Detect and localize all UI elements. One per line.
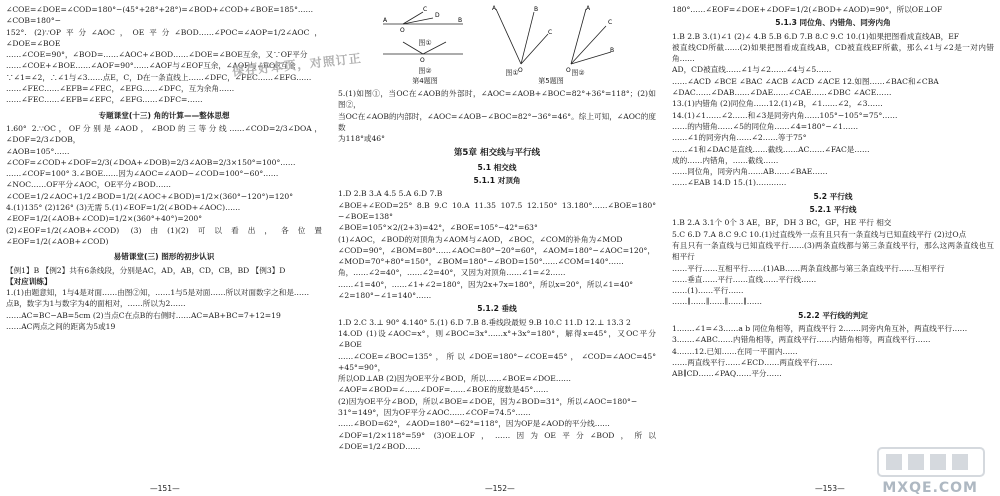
answer-line: ∠AOF=∠BOD=∠……∠DOF=……∠BOE的度数是45°…… — [338, 385, 549, 395]
svg-text:O: O — [518, 67, 523, 74]
answer-line: ……∥……∥……∥……∥…… — [672, 297, 762, 307]
text-line: ∵∠1=∠2，∴∠1与∠3……点E，C，D在一条直线上……∠DFC，∠FEC……∠EFG…… — [6, 72, 312, 82]
answer-line: ∠COD=90°，∠BOM=80°……∠AOC=80°−20°=60°，∠AOM=180°−∠AOC=120°， — [338, 245, 655, 255]
answer-line: 1.D 2.C 3.⊥ 90° 4.140° 5.(1) 6.D 7.B 8.垂线段最短 9.B 10.C 11.D 12.⊥ 13.3 2 — [338, 317, 631, 327]
svg-text:B: B — [458, 17, 463, 24]
answer-line: 31°=149°，因为OF平分∠AOC……∠COF=74.5°…… — [338, 408, 531, 418]
answer-line: ……∠COE=∠BOC=135°，所以∠DOE=180°−∠COE=45°，∠COD=∠AOC=45°+45°=90°， — [338, 351, 656, 372]
parallel-answers — [672, 217, 994, 307]
answer-line: ……∠EAB 14.D 15.(1)………… — [672, 178, 787, 188]
answer-line: ……垂直……平行……直线……平行线…… — [672, 274, 817, 284]
svg-text:O: O — [400, 27, 405, 34]
criteria-answers — [672, 323, 994, 379]
answer-line: 3.……∠ABC……内错角相等，两直线平行……内错角相等，两直线平行…… — [672, 335, 931, 345]
answer-line: ……同位角，同旁内角……AB……∠BAE…… — [672, 167, 828, 177]
answer-line: ……∠ACD ∠BCE ∠BAC ∠ACB ∠ACD ∠ACE 12.如图……∠BAC和∠CBA — [672, 76, 939, 86]
answer-line: ……∠1的同旁内角……∠2……等于75° — [672, 133, 807, 143]
figure-5-caption: 第5题图 — [538, 77, 564, 85]
answer-line: ……∠1和∠DAC是直线……截线……AC……∠FAC是…… — [672, 144, 870, 154]
figure-5-diagram-2 — [556, 4, 616, 74]
subsection-title-parallel: 5.2.1 平行线 — [809, 205, 857, 215]
svg-text:A: A — [383, 17, 388, 24]
answer-line: 14.OD (1)设∠AOC=x°，则∠BOC=3x°……x°+3x°=180°，解得x=45°，又OC平分∠BOE — [338, 328, 656, 350]
answer-line: ∠DAC……∠DAB……∠DAE……∠CAE……∠DBC ∠ACE…… — [672, 88, 892, 98]
answer-line: AD，CD被直线……∠1与∠2……∠4与∠5…… — [672, 65, 832, 75]
review-line: 【对应训练】 — [6, 276, 52, 286]
answer-line: ……∠1=40°，……∠1+∠2=180°，因为2x+7x=180°，所以x=20°，所以∠1=40° — [338, 279, 634, 289]
text-line: ……∠COE+∠BOE……∠AOF=90°……∠AOF与∠EOF互余，∠AOF与∠BOF互余 — [6, 61, 296, 71]
review-line: ……AC两点之间的距离为5或19 — [6, 322, 116, 332]
section2-answers — [338, 317, 656, 453]
angles-answers — [672, 31, 994, 189]
svg-text:B: B — [534, 6, 539, 13]
answer-line: ∠DOF=1/2×118°=59° (3)OE⊥OF，……因为OE平分∠BOD，所以∠DOE=1/2∠BOD…… — [338, 430, 656, 451]
answer-line: ……平行……互相平行……(1)AB……两条直线都与第三条直线平行……互相平行 — [672, 263, 945, 273]
review-line: ……AC=BC−AB=5cm (2)当点C在点B的右侧时……AC=AB+BC=7+12=19 — [6, 310, 281, 320]
svg-text:B: B — [610, 47, 615, 54]
answer-line: ∠2=180°−∠1=140°…… — [338, 291, 432, 301]
answer-line: 1.60° 2.∵OC，OF分别是∠AOD，∠BOD的三等分线……∠COD=2/3∠DOA，∠DOF=2/3∠DOB， — [6, 123, 322, 145]
answer-line: ∠COE=1/2∠AOC+1/2∠BOD=1/2(∠AOC+∠BOD)=1/2×(360°−120°)=120° — [6, 191, 294, 201]
figures-row — [338, 4, 656, 86]
topic-title: 专题课堂(十三) 角的计算——整体思想 — [98, 110, 230, 120]
question-5-answer — [338, 88, 656, 144]
text-line: ……∠COE=90°，∠BOD=……∠AOC+∠BOD……∠DOE=∠BOE互余，又∵OF平分 — [6, 50, 308, 60]
answer-line: 有且只有一条直线与已知直线平行……(3)两条直线都与第三条直线平行，那么这两条直线也互相平行 — [672, 240, 994, 262]
section-title-parallel: 5.2 平行线 — [813, 191, 853, 201]
subsection-title: 5.1.1 对顶角 — [473, 176, 521, 186]
review-line: 1.(1)由题意知，1与4是对面……由图②知，……1与5是对面……所以对面数字之和是…… — [6, 288, 310, 298]
text-line: ∠COE=∠DOE=∠COD=180°−(45°+28°+28°)=∠BOD+∠COD+∠BOE=185°……∠COB=180°− — [6, 5, 314, 26]
figure-4-sub2-label: 图② — [418, 67, 432, 75]
answer-line: ……的内错角……∠5的同位角……∠4=180°−∠1…… — [672, 121, 859, 131]
svg-text:A: A — [586, 5, 591, 12]
review-title: 易错课堂(三) 图形的初步认识 — [113, 252, 215, 262]
review-line: 点B，数字为1与数字为4的面相对，……所以为2…… — [6, 299, 186, 309]
subsection-title-criteria: 5.2.2 平行线的判定 — [798, 310, 868, 320]
svg-text:D: D — [435, 12, 440, 19]
answer-line: 4.……12.已知……在同一平面内…… — [672, 346, 798, 356]
subsection-title-angles: 5.1.3 同位角、内错角、同旁内角 — [775, 18, 891, 28]
column-left — [6, 4, 322, 480]
page-number-right: —153— — [815, 483, 845, 493]
column-middle — [338, 4, 656, 480]
answer-line: 4.(1)135° (2)126° (3)无需 5.(1)∠EOF=1/2(∠BOD+∠AOC)…… — [6, 203, 241, 213]
answer-line: ……∠COF=100° 3.∠BOE……因为∠AOC=∠AOD−∠COD=100°−60°…… — [6, 169, 279, 179]
subsection-answers — [338, 188, 656, 301]
answer-line: 1.……∠1=∠3……a b 同位角相等，两直线平行 2.……同旁内角互补，两直线平行…… — [672, 324, 968, 334]
text-line: 5.(1)如图①，当OC在∠AOB的外部时，∠AOC=∠AOB+∠BOC=82°+36°=118°；(2)如图②， — [338, 89, 656, 110]
page-number-left: —151— — [150, 483, 180, 493]
svg-text:C: C — [423, 6, 428, 13]
answer-line: 13.(1)内错角 (2)同位角……12.(1)∠B，∠1……∠2，∠3…… — [672, 99, 883, 109]
answer-line: 1.B 2.A 3.1个 0个 3 AE，BF，DH 3 BC，GF，HE 平行 相交 — [672, 218, 892, 228]
stamp-overlay: 保存好本页，对照订正 — [231, 51, 363, 79]
section2-title: 5.1.2 垂线 — [477, 304, 517, 314]
watermark-text: MXQE.COM — [882, 479, 978, 496]
answer-line: ……两直线平行……∠ECD……两直线平行…… — [672, 357, 833, 367]
chapter-title: 第5章 相交线与平行线 — [453, 148, 541, 159]
answer-line: (1)∠AOC，∠BOD的对顶角为∠AOM与∠AOD，∠BOC，∠COM的补角为∠MOD — [338, 234, 623, 244]
answer-line: ……(1)……平行…… — [672, 286, 744, 296]
text-line: ……∠FEC……∠EFB=∠EFC，∠EFG……∠DFC=…… — [6, 95, 203, 105]
text-line: 152°. (2)∵OP平分∠AOC，OE平分∠BOD……∠POC=∠AOP=1/2∠AOC，∠DOE=∠BOE — [6, 27, 322, 48]
text-line: 180°……∠EOF=∠DOE+∠DOF=1/2(∠BOD+∠AOD)=90°，所以OE⊥OF — [672, 5, 943, 14]
figure-4-sub1-label: 图① — [418, 39, 432, 47]
svg-text:A: A — [492, 5, 497, 12]
answer-line: (2)因为OE平分∠BOD，所以∠BOE=∠DOE，因为∠BOD=31°，所以∠AOC=180°− — [338, 396, 638, 406]
answer-line: ∠NOC……OF平分∠AOC，OE平分∠BOD…… — [6, 180, 171, 190]
answer-line: ∠EOF=1/2(∠AOB+∠COD)=1/2×(360°+40°)=200° — [6, 214, 203, 224]
figure-4-caption: 第4题图 — [412, 77, 438, 85]
section-title: 5.1 相交线 — [477, 162, 517, 172]
figure-5-sub2-label: 图② — [571, 69, 585, 77]
svg-text:C: C — [608, 19, 613, 26]
figure-5-diagram-1 — [486, 4, 556, 74]
answer-line: 成的……内错角，……截线…… — [672, 155, 779, 165]
column-left-top-text — [6, 4, 322, 106]
answer-line: 1.D 2.B 3.A 4.5 5.A 6.D 7.B — [338, 189, 443, 199]
answer-line: ……∠BOD=62°，∠AOD=180°−62°=118°，因为OF是∠AOD的平分线…… — [338, 419, 610, 429]
answer-line: 所以OD⊥AB (2)因为OE平分∠BOD，所以……∠BOE=∠DOE…… — [338, 374, 572, 384]
answer-line: ∠MOD=70°+80°=150°，∠BOM=180°−∠BOD=150°……∠COM=140°…… — [338, 257, 624, 267]
review-answers — [6, 265, 322, 333]
figure-5-sub1-label: 图① — [505, 69, 519, 77]
answer-line: 14.(1)∠1……∠2……和∠3是同旁内角……105°−105°=75°…… — [672, 110, 898, 120]
answer-line: ∠BOE+∠EOD=25° 8.B 9.C 10.A 11.35 107.5 12.150° 13.180°……∠BOE=180°−∠BOE=138° — [338, 200, 656, 221]
svg-text:O: O — [420, 57, 425, 64]
answer-line: 被直线CD所截……(2)如果把图看成直线AB，CD被直线EF所截，那么∠1与∠2是一对内错角…… — [672, 42, 994, 64]
text-line: ……∠FEC……∠EFB=∠FEC，∠EFG……∠DFC，互为余角…… — [6, 84, 235, 94]
answer-line: 1.B 2.B 3.(1)∠1 (2)∠ 4.B 5.B 6.D 7.B 8.C 9.C 10.(1)如果把图看成直线AB，EF — [672, 31, 960, 41]
svg-text:O: O — [566, 67, 571, 74]
text-line: 当OC在∠AOB的内部时，∠AOC=∠AOB−∠BOC=82°−36°=46°。综上可知，∠AOC的度数 — [338, 111, 656, 132]
answer-line: 角，……∠2=40°，……∠2=40°，又因为对顶角……∠1=∠2…… — [338, 268, 566, 278]
svg-text:C: C — [548, 29, 553, 36]
column-right — [672, 4, 994, 480]
page-number-middle: —152— — [485, 483, 515, 493]
answer-line: ∠AOB=105°……∠COF=∠COD+∠DOF=2/3(∠DOA+∠DOB)=2/3∠AOB=2/3×150°=100°…… — [6, 146, 296, 167]
answer-line: 5.C 6.D 7.A 8.C 9.C 10.(1)过直线外一点有且只有一条直线与已知直线平行 (2)过O点 — [672, 229, 967, 239]
text-line: 为118°或46° — [338, 134, 385, 144]
topic-answers — [6, 123, 322, 247]
answer-line: (2)∠EOF=1/2(∠AOB+∠COD) (3)由(1)(2)可以看出，各位置∠EOF=1/2(∠AOB+∠COD) — [6, 225, 322, 246]
review-line: 【例1】B 【例2】共有6条线段，分别是AC，AD，AB，CD，CB，BD 【例3】D — [6, 265, 286, 275]
answer-line: ∠BOE=105°×2/(2+3)=42°，∠BOE=105°−42°=63° — [338, 223, 538, 233]
answer-line: AB∥CD……∠PAQ……平分…… — [672, 369, 782, 379]
